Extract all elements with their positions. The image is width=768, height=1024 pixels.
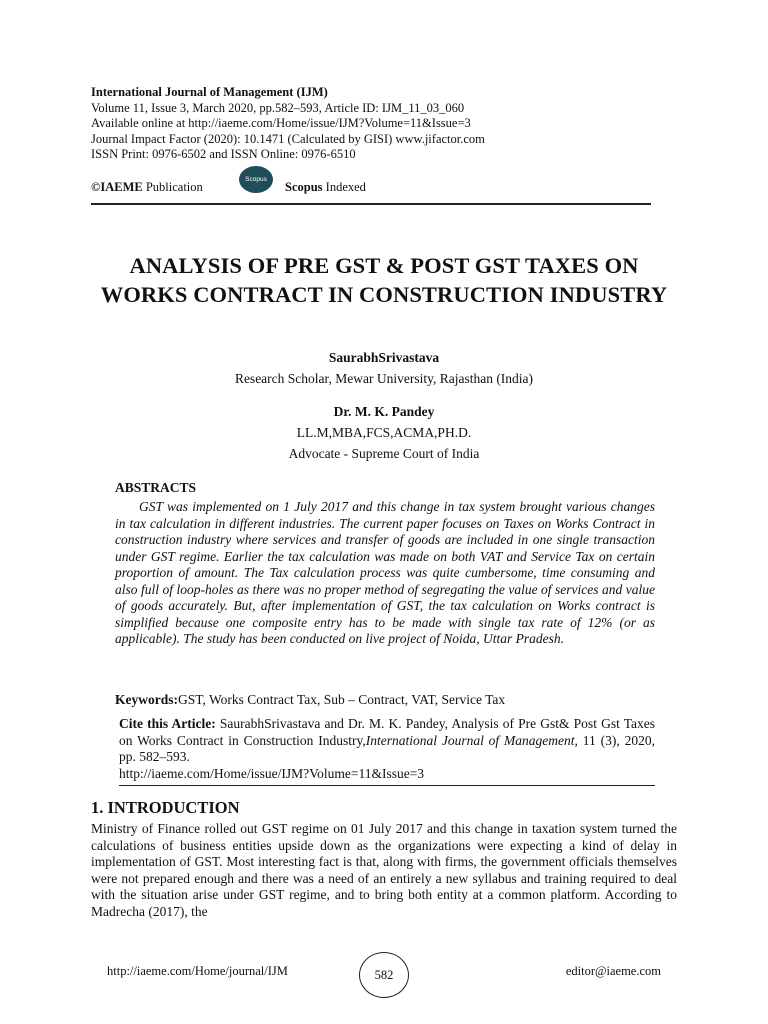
section-heading-introduction: 1. INTRODUCTION <box>91 798 240 817</box>
indexed-label <box>285 180 366 195</box>
cite-article <box>119 716 655 782</box>
publisher-name: ©IAEME <box>91 180 143 194</box>
journal-name: International Journal of Management (IJM) <box>91 85 328 99</box>
author-name: SaurabhSrivastava <box>328 350 440 365</box>
header-divider <box>91 203 651 205</box>
cite-rest: , 11 (3), 2020, pp. 582–593. <box>119 732 655 764</box>
author-name: Dr. M. K. Pandey <box>333 404 435 419</box>
keywords-label: Keywords: <box>115 692 178 707</box>
author-affiliation: Research Scholar, Mewar University, Rajasthan (India) <box>234 371 534 386</box>
author-block-1 <box>91 347 677 389</box>
scopus-logo-icon: Scopus <box>239 166 273 193</box>
introduction-text: Ministry of Finance rolled out GST regime on 01 July 2017 and this change in taxation system turned the calculations of business entities upside down as the organizations were expecting a kind of delay in implementation of GST. Most interesting fact is that, along with firms, the government officials themselves were not prepared enough and there was a need of an entirely a new syllabus and training required to deal with the situation arise under GST regime, and to bring both entity at a common platform. According to Madrecha (2017), the <box>91 821 677 919</box>
cite-label: Cite this Article: <box>119 716 216 731</box>
available-online-line: Available online at http://iaeme.com/Home/issue/IJM?Volume=11&Issue=3 <box>91 116 471 130</box>
journal-header <box>91 85 485 163</box>
publisher-suffix: Publication <box>142 180 203 194</box>
page-footer <box>91 952 677 996</box>
footer-email[interactable]: editor@iaeme.com <box>565 964 661 978</box>
publisher-row <box>91 166 651 206</box>
author-block-2 <box>91 401 677 464</box>
impact-factor-line: Journal Impact Factor (2020): 10.1471 (Calculated by GISI) www.jifactor.com <box>91 131 485 146</box>
issn-line: ISSN Print: 0976-6502 and ISSN Online: 0976-6510 <box>91 147 356 161</box>
keywords-line <box>115 692 655 708</box>
keywords-text: GST, Works Contract Tax, Sub – Contract, VAT, Service Tax <box>178 692 506 707</box>
cite-journal: International Journal of Management <box>365 732 575 748</box>
cite-url[interactable]: http://iaeme.com/Home/issue/IJM?Volume=11&Issue=3 <box>119 765 425 781</box>
cite-text: SaurabhSrivastava and Dr. M. K. Pandey, Analysis of Pre Gst& Post Gst Taxes on Works Contract in Construction Industry, <box>119 716 655 748</box>
paper-title: ANALYSIS OF PRE GST & POST GST TAXES ON WORKS CONTRACT IN CONSTRUCTION INDUSTRY <box>100 253 668 307</box>
publisher-label <box>91 180 203 195</box>
author-credentials: LL.M,MBA,FCS,ACMA,PH.D. <box>296 425 472 440</box>
cite-divider <box>119 785 655 786</box>
abstract-heading: ABSTRACTS <box>115 480 197 495</box>
author-affiliation: Advocate - Supreme Court of India <box>288 446 480 461</box>
footer-url[interactable]: http://iaeme.com/Home/journal/IJM <box>107 964 288 978</box>
page-number: 582 <box>359 952 409 998</box>
indexed-name: Scopus <box>285 180 323 194</box>
volume-line: Volume 11, Issue 3, March 2020, pp.582–593, Article ID: IJM_11_03_060 <box>91 100 465 115</box>
abstract-text: GST was implemented on 1 July 2017 and this change in tax system brought various changes in tax calculation in different industries. The current paper focuses on Taxes on Works Contract in construction industry where services and transfer of goods are included in one single transaction under GST regime. Earlier the tax calculation was made on both VAT and Service Tax on certain proportion of amount. The Tax calculation process was quite cumbersome, time consuming and also full of loop-holes as there was no proper method of segregating the value of services and value of goods accurately. But, after implementation of GST, the tax calculation on Works contract is simplified because one composite entry has to be made with single tax rate of 12% (or as applicable). The study has been conducted on live project of Noida, Uttar Pradesh. <box>115 499 655 646</box>
indexed-suffix: Indexed <box>322 180 366 194</box>
